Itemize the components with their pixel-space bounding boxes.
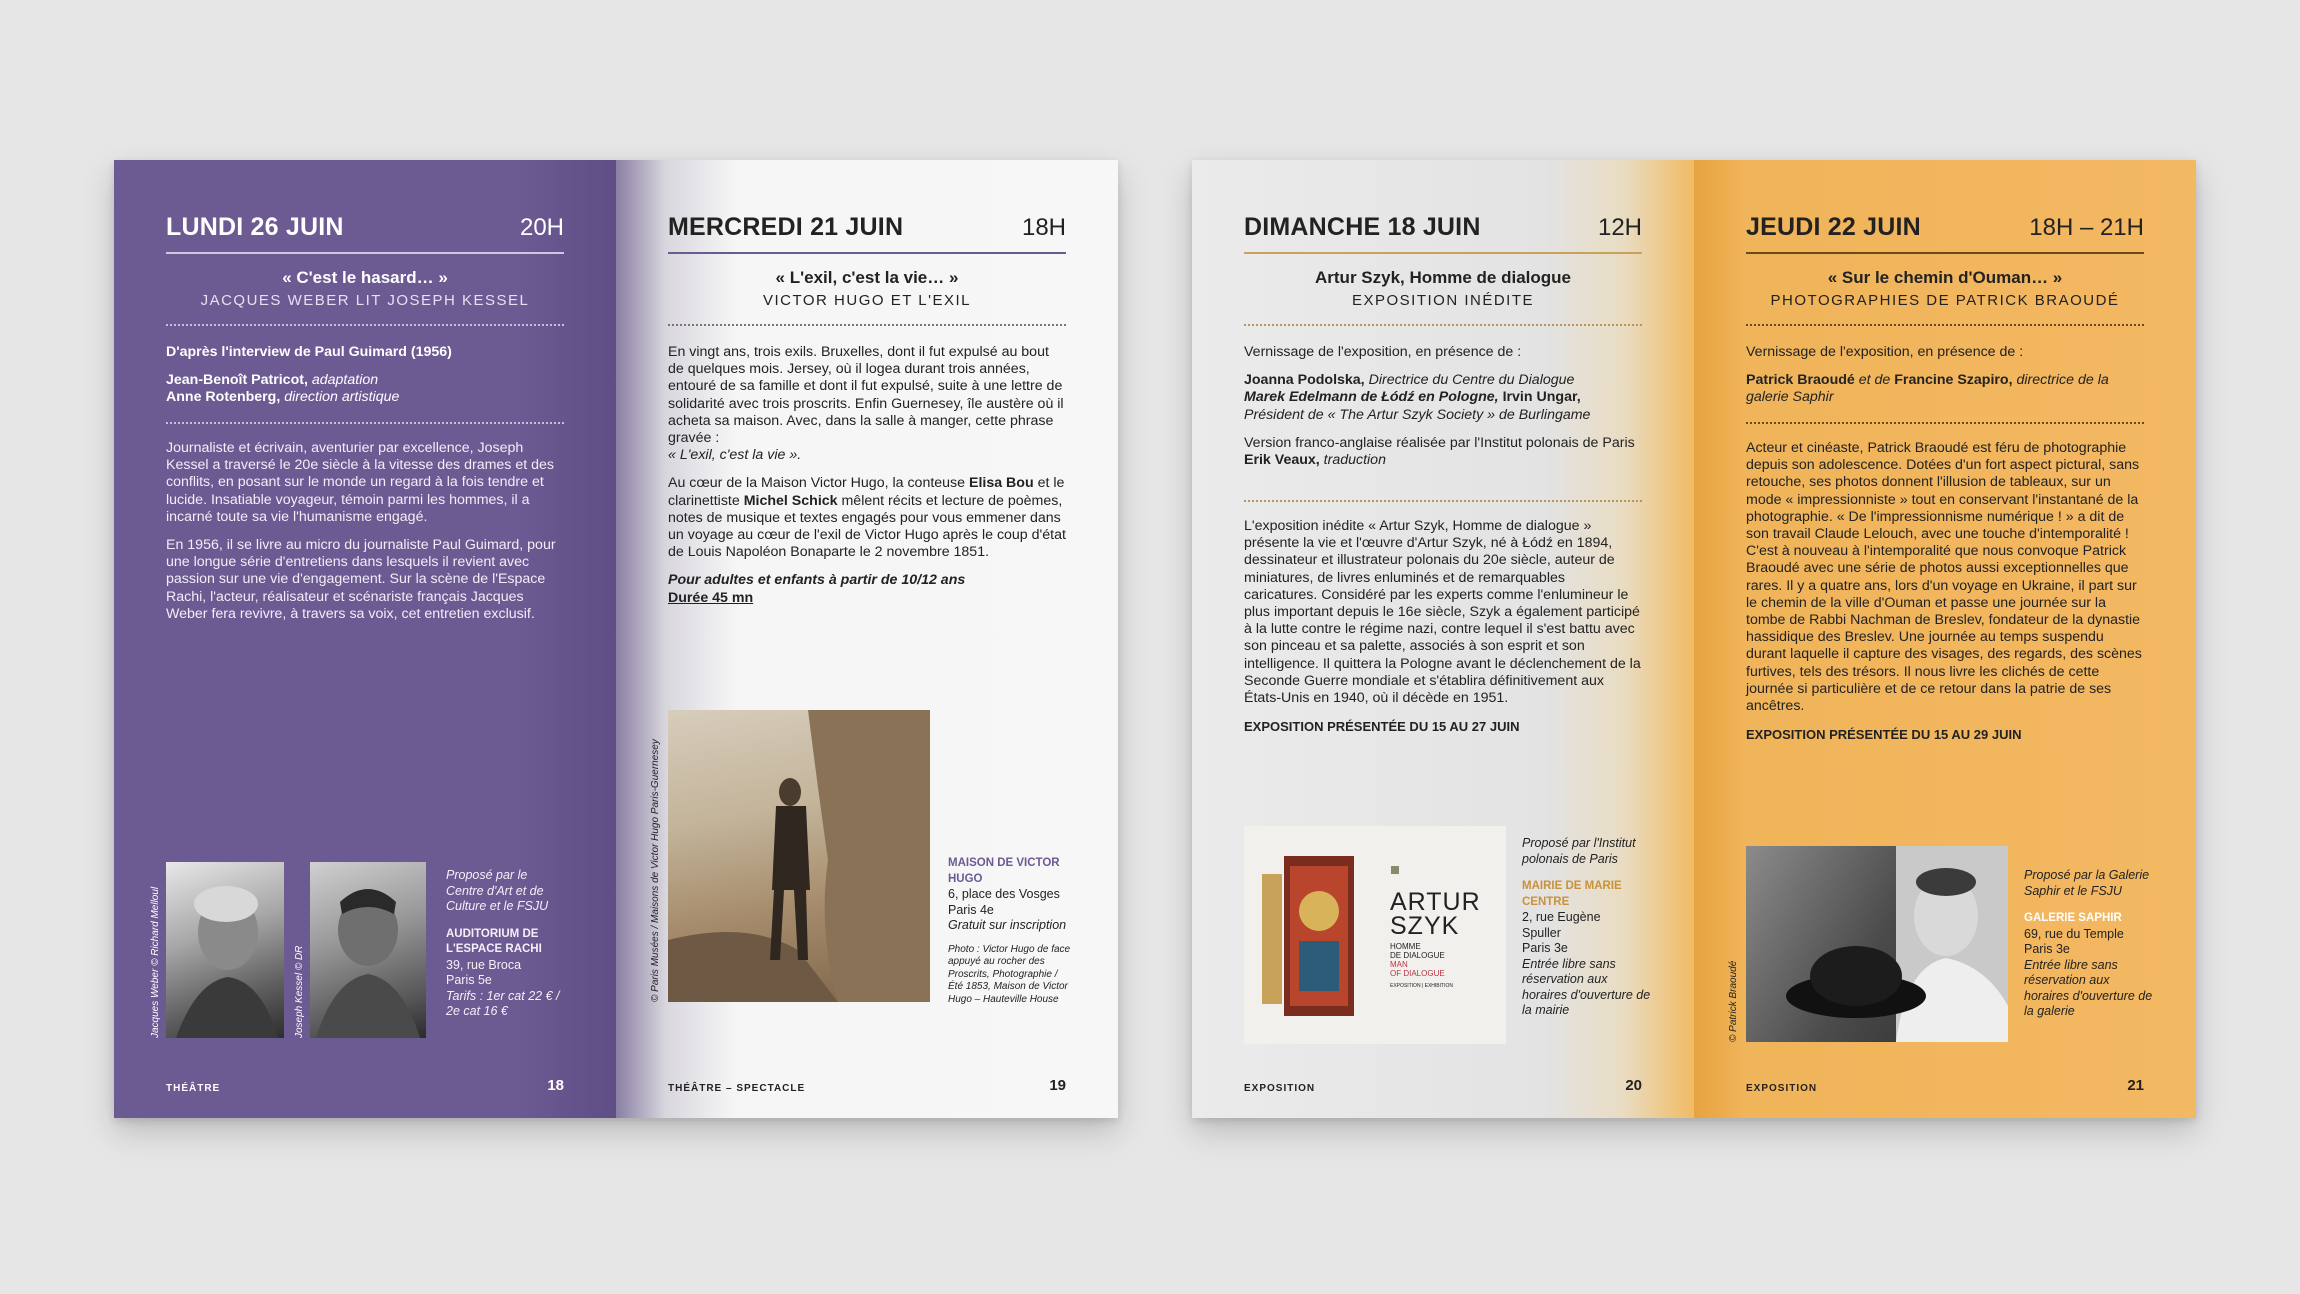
venue-name: AUDITORIUM DE L'ESPACE RACHI xyxy=(446,927,542,955)
performer-name: Michel Schick xyxy=(743,492,838,509)
admission: Entrée libre sans réservation aux horaires d'ouverture de la galerie xyxy=(2024,957,2153,1018)
vernissage-intro: Vernissage de l'exposition, en présence de : xyxy=(1244,344,1522,360)
section-label: THÉÂTRE xyxy=(166,1083,221,1094)
text: et de xyxy=(1854,372,1895,389)
brochure-spread-right xyxy=(1192,160,2196,1118)
guests-block xyxy=(1746,344,2144,407)
page-18 xyxy=(114,160,616,1118)
event-title: Artur Szyk, Homme de dialogue xyxy=(1315,268,1571,287)
page-footer xyxy=(1746,1077,2144,1094)
text: Au cœur de la Maison Victor Hugo, la conteuse xyxy=(668,475,969,492)
venue-name: GALERIE SAPHIR xyxy=(2024,912,2122,924)
page-20 xyxy=(1192,160,1694,1118)
event-info xyxy=(1522,836,1652,1019)
exhibition-poster xyxy=(1244,826,1506,1044)
venue-city: Paris 5e xyxy=(446,973,492,987)
translator-role: traduction xyxy=(1319,452,1386,469)
version-note: Version franco-anglaise réalisée par l'Institut polonais de Paris xyxy=(1244,434,1635,451)
event-subtitle: EXPOSITION INÉDITE xyxy=(1351,292,1535,309)
credit-heading: D'après l'interview de Paul Guimard (1956) xyxy=(166,344,452,360)
page-number: 20 xyxy=(1625,1077,1642,1094)
event-date: LUNDI 26 JUIN xyxy=(166,213,344,241)
guest-role: Président de « The Artur Szyk Society » de Burlingame xyxy=(1244,406,1591,423)
photo-credit: © Paris Musées / Maisons de Victor Hugo Paris-Guernesey xyxy=(650,739,661,1002)
dotted-separator xyxy=(668,324,1066,326)
guest-name: Patrick Braoudé xyxy=(1746,372,1855,389)
portrait-photo-jacques-weber xyxy=(166,862,284,1038)
text: et le clarinettiste xyxy=(668,475,1065,509)
dotted-separator xyxy=(166,422,564,424)
photo-caption: Photo : Victor Hugo de face appuyé au rocher des Proscrits, Photographie / Été 1853, Maison de Victor Hugo – Hauteville House xyxy=(948,943,1071,1005)
dotted-separator xyxy=(1746,422,2144,424)
performer-name: Elisa Bou xyxy=(968,475,1034,492)
description xyxy=(1244,518,1642,735)
admission: Gratuit sur inscription xyxy=(948,918,1067,932)
event-time: 12H xyxy=(1597,214,1642,241)
venue-name: MAISON DE VICTOR HUGO xyxy=(948,857,1060,885)
dotted-separator xyxy=(1244,324,1642,326)
guest-name: Marek Edelmann de Łódź en Pologne, xyxy=(1244,389,1499,406)
poster-title: SZYK xyxy=(1390,912,1460,940)
page-footer xyxy=(166,1077,564,1094)
section-label: THÉÂTRE – SPECTACLE xyxy=(668,1083,806,1094)
event-title: « Sur le chemin d'Ouman… » xyxy=(1827,268,2063,287)
event-time: 18H – 21H xyxy=(2029,214,2144,241)
duration: Durée 45 mn xyxy=(668,589,754,606)
description xyxy=(668,344,1066,607)
venue-address: 2, rue Eugène xyxy=(1522,910,1601,924)
poster-title: ARTUR xyxy=(1390,888,1481,916)
credit-name: Anne Rotenberg, xyxy=(166,389,281,406)
credit-name: Jean-Benoît Patricot, xyxy=(166,372,308,389)
page-number: 18 xyxy=(547,1077,564,1094)
admission: Entrée libre sans réservation aux horaires d'ouverture de la mairie xyxy=(1522,956,1651,1017)
paragraph: En vingt ans, trois exils. Bruxelles, dont il fut expulsé au bout de quelques mois. Jersey, où il logea durant trois années, entouré de sa famille et dont il fut expulsé, suite à une lettre de solidarité avec trois proscrits. Enfin Guernesey, île austère où il acheta sa maison. Avec, dans la salle à manger, cette phrase gravée : xyxy=(668,344,1064,447)
text: mêlent récits et lecture de poèmes, notes de musique et textes engagés pour vous emmener dans un voyage au cœur de l'exil de Victor Hugo après le coup d'état de Louis Napoléon Bonaparte le 2 novembre 1851. xyxy=(668,492,1066,561)
translator-name: Erik Veaux, xyxy=(1244,452,1320,469)
poster-line: DE DIALOGUE xyxy=(1390,951,1445,960)
event-title-block xyxy=(1746,268,2144,309)
paragraph: En 1956, il se livre au micro du journaliste Paul Guimard, pour une longue série d'entretiens dans lesquels il revient avec passion sur une vie d'engagement. Sur la scène de l'Espace Rachi, l'acteur, réalisateur et scénariste français Jacques Weber fera revivre, à travers sa voix, cet entretien exclusif. xyxy=(166,537,556,622)
event-time: 18H xyxy=(1021,214,1066,241)
section-label: EXPOSITION xyxy=(1244,1083,1316,1094)
pricing: Tarifs : 1er cat 22 € / 2e cat 16 € xyxy=(446,988,560,1018)
organizer: Proposé par la Galerie Saphir et le FSJU xyxy=(2024,868,2150,898)
page-21 xyxy=(1694,160,2196,1118)
paragraph: Journaliste et écrivain, aventurier par excellence, Joseph Kessel a traversé le 20e siècle à la vitesse des drames et des conflits, en posant sur le monde un regard à la fois tendre et lucide. Insatiable voyageur, témoin parmi les hommes, il a incarné toute sa vie l'humanisme engagé. xyxy=(166,440,554,525)
audience-note: Pour adultes et enfants à partir de 10/12 ans xyxy=(668,572,966,589)
photo-child-with-hat xyxy=(1746,846,2008,1042)
guest-role: directrice de la galerie Saphir xyxy=(1746,372,2109,406)
event-time: 20H xyxy=(519,214,564,241)
poster-line: MAN xyxy=(1390,960,1408,969)
poster-line: EXPOSITION | EXHIBITION xyxy=(1390,983,1453,989)
portrait-photo-joseph-kessel xyxy=(310,862,426,1038)
poster-line: OF DIALOGUE xyxy=(1390,969,1445,978)
dotted-separator xyxy=(1746,324,2144,326)
vernissage-intro: Vernissage de l'exposition, en présence de : xyxy=(1746,344,2024,360)
page-19 xyxy=(616,160,1118,1118)
historical-photo-victor-hugo xyxy=(668,710,930,1002)
poster-line: HOMME xyxy=(1390,942,1421,951)
event-info xyxy=(2024,868,2154,1020)
event-info xyxy=(948,850,1073,1006)
photo-credit: Jacques Weber © Richard Melloul xyxy=(150,886,161,1038)
page-footer xyxy=(668,1077,1066,1094)
paragraph: Acteur et cinéaste, Patrick Braoudé est féru de photographie depuis son adolescence. Dotées d'un fort aspect pictural, sans retouche, ses photos donnent l'illusion de tableaux, sur un mode « impressionniste » tout en conservant l'instantané de la photographie. « De l'impressionnisme numérique ! » a dit de son travail Claude Lelouch, avec une touche d'intemporalité ! C'est à nouveau à l'intemporalité que nous convoque Patrick Braoudé avec une série de photos aussi exceptionnelles que rares. Il y a quatre ans, lors d'un voyage en Ukraine, il part sur le chemin de la ville d'Ouman et passe une journée sur la tombe de Rabbi Nachman de Breslev, fondateur de la dynastie hassidique des Breslev. Une journée au temps suspendu durant laquelle il capture des visages, des regards, des scènes furtives, tels des trésors. Il nous livre les clichés de cette journée si particulière et de ce retour dans la patrie de ses ancêtres. xyxy=(1746,440,2142,715)
guest-name: Irvin Ungar, xyxy=(1498,389,1581,406)
venue-city: Paris 3e xyxy=(1522,941,1568,955)
page-header xyxy=(1244,208,1642,254)
event-title-block xyxy=(166,268,564,309)
event-title: « C'est le hasard… » xyxy=(282,268,448,287)
page-header xyxy=(1746,208,2144,254)
guests-block xyxy=(1244,344,1642,469)
venue-address: 6, place des Vosges xyxy=(948,887,1060,901)
brochure-spread-left xyxy=(114,160,1118,1118)
photo-credit: Joseph Kessel © DR xyxy=(294,945,305,1038)
organizer: Proposé par l'Institut polonais de Paris xyxy=(1522,836,1636,866)
venue-city: Paris 3e xyxy=(2024,942,2070,956)
event-title: « L'exil, c'est la vie… » xyxy=(775,268,959,287)
photo-credit: © Patrick Braoudé xyxy=(1728,960,1739,1042)
page-footer xyxy=(1244,1077,1642,1094)
guest-name: Francine Szapiro, xyxy=(1894,372,2013,389)
paragraph: L'exposition inédite « Artur Szyk, Homme de dialogue » présente la vie et l'œuvre d'Artur Szyk, né à Łódź en 1894, dessinateur et illustrateur polonais du 20e siècle, auteur de miniatures, de livres enluminés et de remarquables caricatures. Considéré par les experts comme l'enlumineur le plus important depuis le 16e siècle, Szyk a également participé à la lutte contre le régime nazi, contre lequel il s'est battu avec son pinceau et sa palette, associés à son esprit et son intelligence. Il quittera la Pologne avant le déclenchement de la Seconde Guerre mondiale et s'établira définitivement aux États-Unis en 1940, où il décède en 1951. xyxy=(1244,518,1641,707)
venue-address: Spuller xyxy=(1522,925,1561,940)
exhibition-dates: EXPOSITION PRÉSENTÉE DU 15 AU 29 JUIN xyxy=(1746,727,2022,743)
event-info xyxy=(446,868,566,1020)
event-title-block xyxy=(668,268,1066,309)
guest-role: Directrice du Centre du Dialogue xyxy=(1364,372,1575,389)
event-date: JEUDI 22 JUIN xyxy=(1746,213,1921,241)
dotted-separator xyxy=(1244,500,1642,502)
guest-name: Joanna Podolska, xyxy=(1244,372,1365,389)
section-label: EXPOSITION xyxy=(1746,1083,1818,1094)
credit-role: direction artistique xyxy=(284,389,400,406)
page-number: 19 xyxy=(1049,1077,1066,1094)
page-header xyxy=(166,208,564,254)
event-subtitle: PHOTOGRAPHIES DE PATRICK BRAOUDÉ xyxy=(1770,292,2120,309)
page-number: 21 xyxy=(2127,1077,2144,1094)
page-header xyxy=(668,208,1066,254)
event-date: MERCREDI 21 JUIN xyxy=(668,213,904,241)
description xyxy=(166,440,564,634)
venue-address: 39, rue Broca xyxy=(446,957,522,972)
event-subtitle: JACQUES WEBER LIT JOSEPH KESSEL xyxy=(200,292,530,309)
venue-name: MAIRIE DE MARIE CENTRE xyxy=(1522,880,1622,908)
event-subtitle: VICTOR HUGO ET L'EXIL xyxy=(762,292,972,309)
venue-address: 69, rue du Temple xyxy=(2024,926,2124,941)
credits-block xyxy=(166,344,564,407)
event-title-block xyxy=(1244,268,1642,309)
dotted-separator xyxy=(166,324,564,326)
engraved-quote: « L'exil, c'est la vie ». xyxy=(668,447,802,464)
credit-role: adaptation xyxy=(311,372,379,389)
event-date: DIMANCHE 18 JUIN xyxy=(1244,213,1481,241)
exhibition-dates: EXPOSITION PRÉSENTÉE DU 15 AU 27 JUIN xyxy=(1244,719,1520,735)
description xyxy=(1746,440,2144,743)
poster-text xyxy=(1390,890,1481,989)
organizer: Proposé par le Centre d'Art et de Culture et le FSJU xyxy=(446,868,549,913)
venue-city: Paris 4e xyxy=(948,902,994,917)
